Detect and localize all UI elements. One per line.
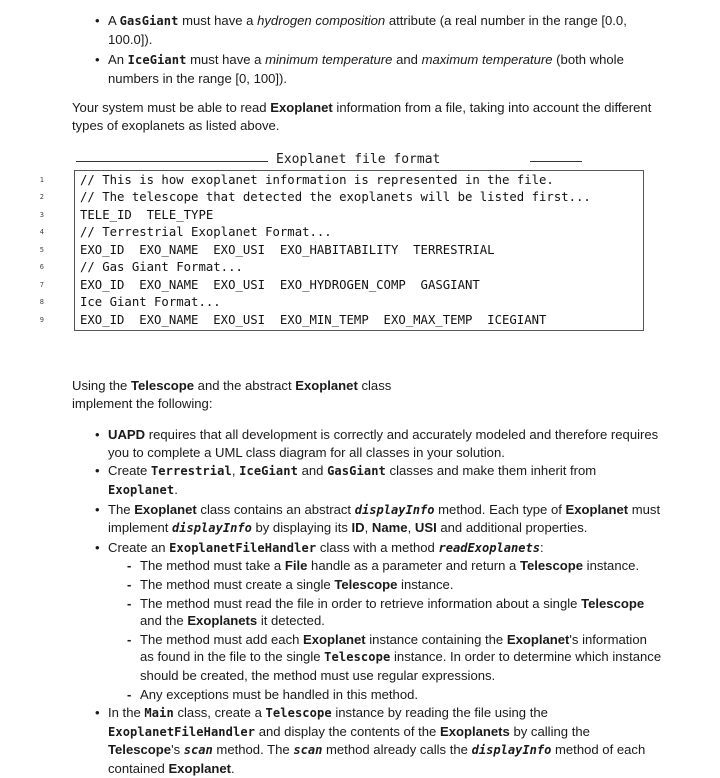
text: method. Each type of [434, 501, 566, 517]
line-number: 8 [39, 298, 44, 307]
task-display-info [108, 501, 662, 538]
text: , [407, 520, 415, 536]
text: The method must create a single [140, 577, 335, 592]
text: must have a [178, 13, 258, 28]
term: ID [351, 520, 365, 536]
class-name: GasGiant [327, 464, 386, 479]
term: Telescope [334, 577, 398, 592]
term: Name [371, 520, 408, 536]
method-name: displayInfo [471, 743, 552, 758]
text: The method must add each [140, 631, 304, 647]
term: Exoplanet [295, 378, 358, 394]
term: Exoplanet [303, 631, 366, 647]
line-number: 5 [39, 245, 44, 254]
text: and [297, 463, 328, 479]
text: requires that all development is correctly and accurately modeled and therefore requires you to complete a UML class diagram for all classes in your solution. [108, 427, 659, 460]
text: , [364, 520, 372, 536]
class-name: Telescope [324, 650, 391, 665]
read-file-paragraph [72, 99, 660, 134]
text: Any exceptions must be handled in this method. [140, 686, 419, 702]
text: . [174, 482, 178, 498]
code-listing-title: Exoplanet file format [276, 151, 441, 167]
code-text: EXO_ID EXO_NAME EXO_USI EXO_HYDROGEN_COMP GASGIANT [80, 277, 480, 292]
text: by calling the [509, 723, 590, 739]
code-line [39, 242, 643, 260]
text: and the [140, 613, 188, 629]
file-handler-subtasks [108, 557, 662, 703]
class-name: IceGiant [239, 464, 298, 479]
line-number: 2 [39, 193, 44, 202]
text: instance by reading the file using the [331, 705, 548, 721]
text: method. The [212, 742, 294, 758]
icegiant-requirement [108, 51, 660, 87]
line-number: 6 [39, 263, 44, 272]
method-name: displayInfo [172, 521, 252, 536]
text: An [108, 52, 128, 68]
code-line [39, 277, 643, 295]
text: method already calls the [322, 742, 472, 758]
class-name: Telescope [265, 706, 332, 721]
text: 's [171, 742, 184, 758]
text: handle as a parameter and return a [307, 558, 520, 574]
subtask-exceptions [140, 686, 662, 704]
text: The method must read the file in order to retrieve information about a single [140, 595, 582, 611]
term: Telescope [108, 742, 172, 758]
text: Create an [108, 539, 170, 555]
subtask-read-file [140, 595, 662, 630]
code-line [39, 259, 643, 277]
text: and display the contents of the [255, 723, 440, 739]
term: UAPD [108, 427, 146, 443]
class-name: IceGiant [127, 53, 187, 68]
text: Create [108, 463, 151, 479]
attribute-name: hydrogen composition [257, 13, 386, 28]
text: class with a method [316, 539, 439, 555]
text: instance. [397, 577, 454, 592]
text: attribute (a real number in the range [0.0, 100.0]). [108, 13, 627, 47]
term: File [284, 558, 308, 574]
text: , [231, 463, 240, 479]
term: Telescope [581, 595, 645, 611]
code-text: EXO_ID EXO_NAME EXO_USI EXO_HABITABILITY TERRESTRIAL [80, 242, 495, 257]
text: A [108, 13, 120, 28]
attribute-name: minimum temperature [265, 52, 393, 68]
text: Your system must be able to read [72, 100, 271, 116]
text: classes and make them inherit from [385, 463, 597, 479]
text: . [231, 760, 235, 776]
text: The [108, 501, 135, 517]
caption-rule-left [76, 161, 268, 162]
term: Exoplanet [506, 631, 570, 647]
text: class contains an abstract [196, 501, 355, 517]
line-number: 9 [39, 315, 44, 324]
class-name: Terrestrial [150, 464, 232, 479]
class-name: ExoplanetFileHandler [108, 724, 256, 739]
term: Exoplanet [565, 501, 629, 517]
line-number: 3 [39, 210, 44, 219]
subtask-create-telescope [140, 576, 662, 594]
term: Exoplanets [187, 613, 258, 629]
gasgiant-requirement [108, 12, 660, 48]
method-name: scan [183, 743, 213, 758]
implementation-intro [72, 377, 420, 412]
term: Telescope [130, 378, 195, 394]
line-number: 4 [39, 228, 44, 237]
term: Exoplanet [168, 760, 232, 776]
code-text: Ice Giant Format... [80, 295, 221, 310]
text: Using the [72, 378, 131, 394]
task-list [0, 426, 720, 777]
term: Exoplanet [134, 501, 197, 517]
code-listing-caption [74, 151, 654, 169]
code-text: // Terrestrial Exoplanet Format... [80, 225, 332, 240]
code-line [39, 312, 643, 330]
text: (both whole numbers in the range [0, 100]). [108, 52, 624, 86]
line-number: 7 [39, 280, 44, 289]
term: Exoplanet [270, 100, 333, 116]
task-file-handler [108, 539, 662, 703]
method-name: displayInfo [354, 502, 435, 517]
text: information from a file, taking into account the different types of exoplanets as listed above. [72, 100, 652, 133]
text: must have a [186, 52, 266, 68]
line-number: 1 [39, 175, 44, 184]
term: Telescope [519, 558, 584, 574]
text: class, create a [173, 705, 266, 721]
text: class implement the following: [72, 378, 392, 411]
code-text: // The telescope that detected the exoplanets will be listed first... [80, 190, 591, 205]
requirements-list [0, 12, 720, 87]
class-name: GasGiant [119, 14, 179, 28]
caption-rule-right [530, 161, 582, 162]
method-name: readExoplanets [438, 540, 541, 555]
text: instance. [583, 558, 640, 574]
class-name: Exoplanet [108, 483, 175, 498]
text: by displaying its [251, 520, 352, 536]
text: must implement [108, 501, 661, 536]
task-create-classes [108, 462, 662, 499]
subtask-parameter [140, 557, 662, 575]
text: it detected. [257, 613, 325, 629]
class-name: Main [144, 706, 174, 721]
text: method of each contained [108, 742, 646, 776]
subtask-add-exoplanet [140, 631, 662, 685]
code-line [39, 207, 643, 225]
code-text: // Gas Giant Format... [80, 260, 243, 275]
code-line [39, 172, 643, 190]
task-main-class [108, 704, 662, 777]
text: In the [108, 705, 145, 721]
code-text: EXO_ID EXO_NAME EXO_USI EXO_MIN_TEMP EXO_MAX_TEMP ICEGIANT [80, 312, 547, 327]
code-line [39, 224, 643, 242]
text: and [392, 52, 422, 68]
code-text: // This is how exoplanet information is represented in the file. [80, 172, 554, 187]
text: instance containing the [365, 631, 507, 647]
text: instance. In order to determine which instance should be created, the method must use regular expressions. [140, 649, 662, 683]
method-name: scan [293, 743, 323, 758]
text: and the abstract [194, 378, 296, 394]
text: and additional properties. [436, 520, 588, 536]
task-uapd [108, 426, 662, 461]
code-line [39, 189, 643, 207]
code-line [39, 294, 643, 312]
text: 's information as found in the file to the single [140, 631, 647, 665]
text: The method must take a [140, 558, 285, 574]
term: Exoplanets [439, 723, 510, 739]
term: USI [414, 520, 437, 536]
text: : [540, 539, 544, 555]
class-name: ExoplanetFileHandler [169, 540, 317, 555]
code-text: TELE_ID TELE_TYPE [80, 207, 214, 222]
attribute-name: maximum temperature [421, 52, 553, 68]
code-listing [39, 170, 644, 332]
